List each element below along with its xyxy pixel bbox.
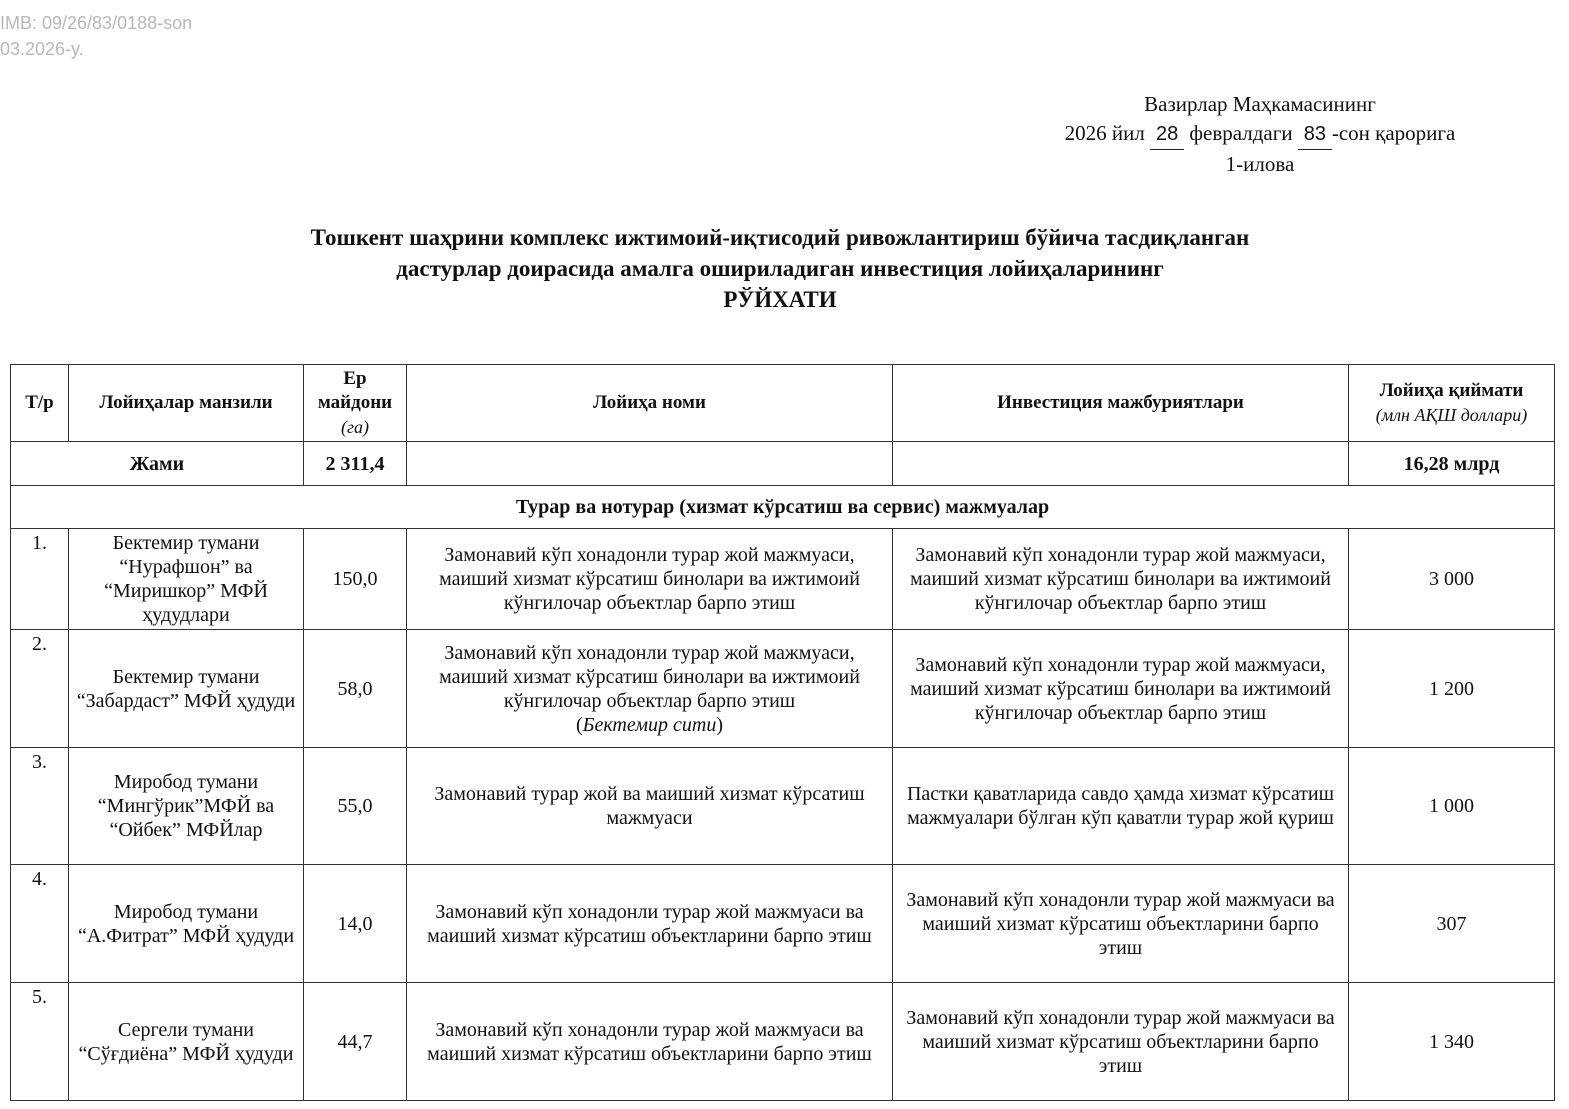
table-row xyxy=(11,983,1555,1101)
table-row xyxy=(11,748,1555,865)
total-label: Жами xyxy=(11,442,304,486)
header-cost-label: Лойиҳа қиймати xyxy=(1379,380,1524,401)
row-obligations: Замонавий кўп хонадонли турар жой мажмуаси ва маиший хизмат кўрсатиш объектларини барпо этиш xyxy=(893,983,1349,1101)
document-title xyxy=(180,222,1380,315)
row-obligations: Замонавий кўп хонадонли турар жой мажмуаси, маиший хизмат кўрсатиш бинолари ва ижтимоий кўнгилочар объектлар барпо этиш xyxy=(893,529,1349,630)
row-area: 44,7 xyxy=(304,983,407,1101)
row-area: 150,0 xyxy=(304,529,407,630)
table-row xyxy=(11,865,1555,983)
projects-table xyxy=(10,364,1555,1101)
row-name: Замонавий кўп хонадонли турар жой мажмуаси, маиший хизмат кўрсатиш бинолари ва ижтимоий кўнгилочар объектлар барпо этиш xyxy=(407,529,893,630)
appendix-suffix: -сон қарорига xyxy=(1331,121,1456,145)
appendix-month: февралдаги xyxy=(1189,121,1293,145)
header-name: Лойиҳа номи xyxy=(407,365,893,442)
header-cost-unit: (млн АҚШ доллари) xyxy=(1375,405,1528,425)
row-area: 55,0 xyxy=(304,748,407,865)
table-row xyxy=(11,630,1555,748)
stamp-line-2: 03.2026-y. xyxy=(0,39,84,59)
header-area-unit: (га) xyxy=(340,417,369,437)
row-address: Бектемир тумани “Забардаст” МФЙ ҳудуди xyxy=(69,630,304,748)
total-empty-2 xyxy=(893,442,1349,486)
row-name-cell xyxy=(407,630,893,748)
row-cost: 1 000 xyxy=(1349,748,1555,865)
section-title: Турар ва нотурар (хизмат кўрсатиш ва сервис) мажмуалар xyxy=(11,486,1555,529)
appendix-day: 28 xyxy=(1150,120,1184,150)
title-line-3: РЎЙХАТИ xyxy=(723,287,837,312)
header-obligations: Инвестиция мажбуриятлари xyxy=(893,365,1349,442)
table-row xyxy=(11,529,1555,630)
header-cost xyxy=(1349,365,1555,442)
row-num: 5. xyxy=(11,983,69,1101)
header-area xyxy=(304,365,407,442)
row-name: Замонавий кўп хонадонли турар жой мажмуаси, маиший хизмат кўрсатиш бинолари ва ижтимоий кўнгилочар объектлар барпо этиш xyxy=(439,641,860,712)
appendix-annex: 1-илова xyxy=(1225,152,1295,176)
table-header-row xyxy=(11,365,1555,442)
appendix-number: 83 xyxy=(1298,120,1332,150)
row-num: 2. xyxy=(11,630,69,748)
registration-stamp xyxy=(0,10,192,62)
appendix-header xyxy=(1010,90,1510,179)
row-num: 1. xyxy=(11,529,69,630)
stamp-line-1: IMB: 09/26/83/0188-son xyxy=(0,13,193,33)
header-num: Т/р xyxy=(11,365,69,442)
total-area: 2 311,4 xyxy=(304,442,407,486)
row-name: Замонавий кўп хонадонли турар жой мажмуаси ва маиший хизмат кўрсатиш объектларини барпо этиш xyxy=(407,983,893,1101)
total-row xyxy=(11,442,1555,486)
row-address: Миробод тумани “А.Фитрат” МФЙ ҳудуди xyxy=(69,865,304,983)
total-cost: 16,28 млрд xyxy=(1349,442,1555,486)
row-area: 14,0 xyxy=(304,865,407,983)
row-name: Замонавий турар жой ва маиший хизмат кўрсатиш мажмуаси xyxy=(407,748,893,865)
header-area-label: Ер майдони xyxy=(317,368,393,413)
title-line-1: Тошкент шаҳрини комплекс ижтимоий-иқтисодий ривожлантириш бўйича тасдиқланган xyxy=(310,225,1250,250)
row-cost: 3 000 xyxy=(1349,529,1555,630)
row-obligations: Замонавий кўп хонадонли турар жой мажмуаси, маиший хизмат кўрсатиш бинолари ва ижтимоий кўнгилочар объектлар барпо этиш xyxy=(893,630,1349,748)
total-empty-1 xyxy=(407,442,893,486)
section-row xyxy=(11,486,1555,529)
row-obligations: Пастки қаватларида савдо ҳамда хизмат кўрсатиш мажмуалари бўлган кўп қаватли турар жой қуриш xyxy=(893,748,1349,865)
header-address: Лойиҳалар манзили xyxy=(69,365,304,442)
row-name-note: (Бектемир сити) xyxy=(575,713,723,736)
row-num: 3. xyxy=(11,748,69,865)
row-obligations: Замонавий кўп хонадонли турар жой мажмуаси ва маиший хизмат кўрсатиш объектларини барпо этиш xyxy=(893,865,1349,983)
row-cost: 307 xyxy=(1349,865,1555,983)
row-cost: 1 340 xyxy=(1349,983,1555,1101)
row-address: Бектемир тумани “Нурафшон” ва “Миришкор” МФЙ ҳудудлари xyxy=(69,529,304,630)
row-area: 58,0 xyxy=(304,630,407,748)
row-address: Сергели тумани “Сўғдиёна” МФЙ ҳудуди xyxy=(69,983,304,1101)
appendix-line-1: Вазирлар Маҳкамасининг xyxy=(1144,92,1376,116)
appendix-year: 2026 йил xyxy=(1064,121,1145,145)
title-line-2: дастурлар доирасида амалга ошириладиган инвестиция лойиҳаларининг xyxy=(396,256,1164,281)
row-address: Миробод тумани “Мингўрик”МФЙ ва “Ойбек” МФЙлар xyxy=(69,748,304,865)
row-cost: 1 200 xyxy=(1349,630,1555,748)
row-name: Замонавий кўп хонадонли турар жой мажмуаси ва маиший хизмат кўрсатиш объектларини барпо этиш xyxy=(407,865,893,983)
row-name-note-text: Бектемир сити xyxy=(582,713,717,736)
appendix-line-2 xyxy=(1010,119,1510,150)
row-num: 4. xyxy=(11,865,69,983)
